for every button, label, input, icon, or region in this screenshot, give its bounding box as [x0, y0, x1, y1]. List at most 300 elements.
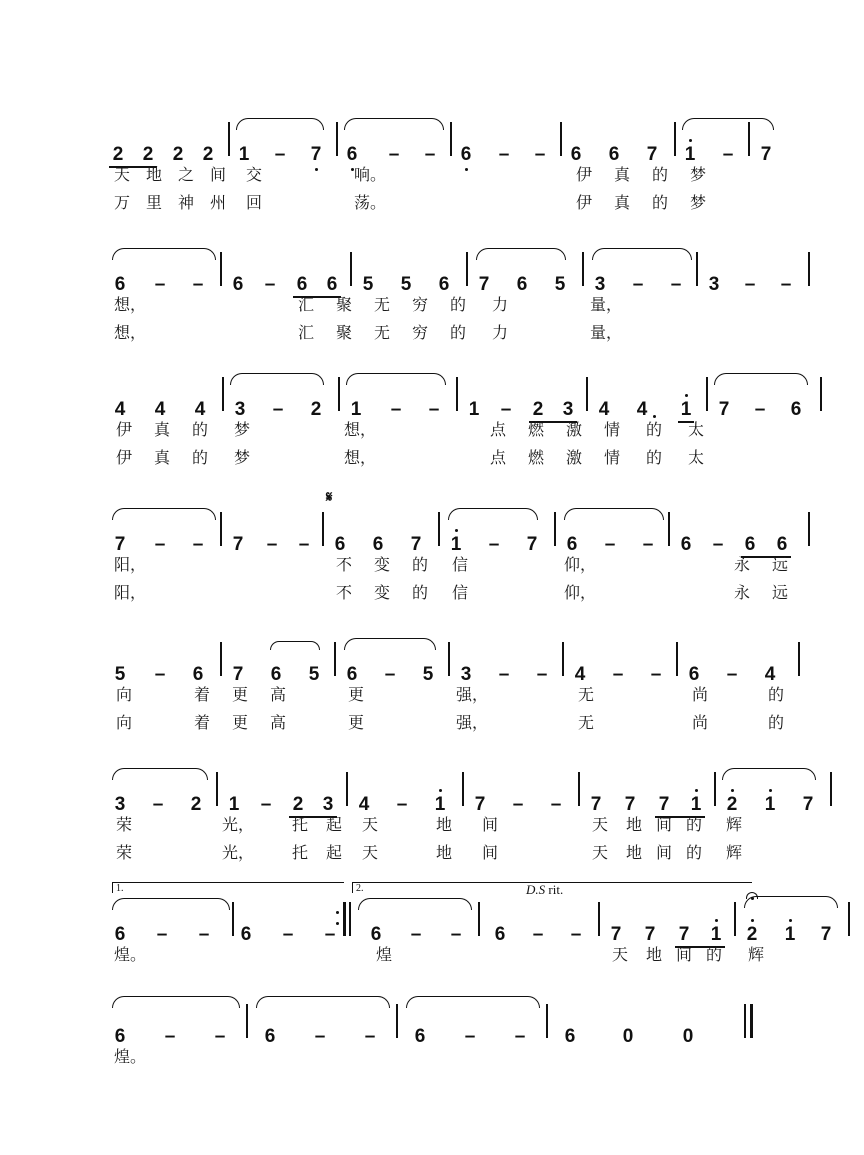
lyric-syllable: 起 [325, 815, 343, 834]
volta-label-2: 2. [356, 883, 364, 894]
slur [112, 898, 230, 910]
note-4: 4 [598, 399, 610, 420]
note-7: 7 [760, 144, 772, 165]
note-2: 2 [190, 794, 202, 815]
lyric-syllable: 情 [603, 448, 621, 467]
note-dash: – [604, 534, 616, 555]
note-6: 6 [776, 534, 788, 555]
note-dash: – [192, 274, 204, 295]
note-dash: – [754, 399, 766, 420]
note-3: 3 [562, 399, 574, 420]
lyric-syllable: 想， [113, 295, 147, 314]
slur [230, 373, 324, 385]
note-dash: – [612, 664, 624, 685]
note-dash: – [512, 794, 524, 815]
octave-dot-high [695, 789, 698, 792]
lyric-syllable: 荡。 [353, 193, 387, 212]
lyric-syllable: 不 [335, 555, 353, 574]
note-7: 7 [678, 924, 690, 945]
lyric-syllable: 梦 [689, 165, 707, 184]
note-dash: – [642, 534, 654, 555]
barline [216, 772, 218, 806]
lyric-row-6-verse-1 [108, 814, 756, 842]
note-1: 1 [228, 794, 240, 815]
lyric-syllable: 辉 [747, 945, 765, 964]
note-7: 7 [526, 534, 538, 555]
note-6: 6 [296, 274, 308, 295]
lyric-syllable: 伊 [115, 420, 133, 439]
lyric-syllable: 天 [361, 843, 379, 862]
octave-dot-high [751, 919, 754, 922]
barline [578, 772, 580, 806]
lyric-syllable: 里 [145, 193, 163, 212]
slur [448, 508, 538, 520]
lyric-syllable: 更 [231, 685, 249, 704]
lyric-syllable: 梦 [233, 448, 251, 467]
lyric-syllable: 煌 [375, 945, 393, 964]
note-2: 2 [310, 399, 322, 420]
note-6: 6 [564, 1026, 576, 1047]
barline [338, 377, 340, 411]
note-dash: – [154, 664, 166, 685]
note-2: 2 [202, 144, 214, 165]
note-7: 7 [474, 794, 486, 815]
music-system-4 [108, 488, 789, 610]
lyric-syllable: 远 [771, 555, 789, 574]
lyric-syllable: 辉 [725, 815, 743, 834]
lyric-syllable: 无 [373, 295, 391, 314]
lyric-syllable: 想， [343, 420, 377, 439]
slur [564, 508, 664, 520]
lyric-syllable: 托 [291, 843, 309, 862]
note-5: 5 [422, 664, 434, 685]
music-system-6 [108, 768, 814, 870]
note-dash: – [298, 534, 310, 555]
lyric-syllable: 力 [491, 295, 509, 314]
repeat-thin-line [349, 902, 351, 936]
lyric-syllable: 太 [687, 448, 705, 467]
note-4: 4 [764, 664, 776, 685]
barline [598, 902, 600, 936]
note-5: 5 [362, 274, 374, 295]
lyric-syllable: 着 [193, 713, 211, 732]
lyric-syllable: 伊 [115, 448, 133, 467]
segno-sign: 𝄋 [326, 488, 333, 506]
note-6: 6 [264, 1026, 276, 1047]
note-row-1 [108, 118, 772, 165]
note-dash: – [536, 664, 548, 685]
slur [344, 118, 444, 130]
note-7: 7 [658, 794, 670, 815]
lyric-syllable: 无 [577, 685, 595, 704]
lyric-syllable: 更 [231, 713, 249, 732]
note-dash: – [744, 274, 756, 295]
note-dash: – [192, 534, 204, 555]
note-dash: – [396, 794, 408, 815]
note-dash: – [154, 534, 166, 555]
lyric-syllable: 天 [611, 945, 629, 964]
lyric-syllable: 燃 [527, 420, 545, 439]
lyric-syllable: 间 [481, 815, 499, 834]
lyric-syllable: 阳， [113, 583, 147, 602]
note-7: 7 [718, 399, 730, 420]
note-6: 6 [680, 534, 692, 555]
note-row-7 [108, 882, 832, 945]
note-dash: – [464, 1026, 476, 1047]
lyric-syllable: 高 [269, 713, 287, 732]
lyric-row-2-verse-2 [108, 322, 756, 350]
barline [456, 377, 458, 411]
lyric-syllable: 光， [221, 843, 255, 862]
note-6: 6 [344, 145, 360, 164]
note-dash: – [274, 144, 286, 165]
note-1: 1 [238, 144, 250, 165]
slur [744, 896, 838, 908]
lyric-syllable: 想， [113, 323, 147, 342]
lyric-syllable: 太 [687, 420, 705, 439]
note-6: 6 [114, 274, 126, 295]
slur [406, 996, 540, 1008]
note-7: 7 [478, 274, 490, 295]
barline [808, 252, 810, 286]
lyric-syllable: 地 [625, 815, 643, 834]
barline [586, 377, 588, 411]
note-1: 1 [350, 399, 362, 420]
lyric-syllable: 尚 [691, 685, 709, 704]
note-dash: – [388, 144, 400, 165]
note-2: 2 [292, 794, 304, 815]
lyric-syllable: 尚 [691, 713, 709, 732]
note-dash: – [198, 924, 210, 945]
lyric-syllable: 真 [153, 448, 171, 467]
barline [696, 252, 698, 286]
lyric-syllable: 永 [733, 583, 751, 602]
barline [808, 512, 810, 546]
note-6: 6 [458, 145, 474, 164]
lyric-syllable: 辉 [725, 843, 743, 862]
lyric-syllable: 真 [613, 165, 631, 184]
slur [112, 508, 216, 520]
lyric-syllable: 光， [221, 815, 255, 834]
lyric-syllable: 激 [565, 448, 583, 467]
barline [466, 252, 468, 286]
note-dash: – [364, 1026, 376, 1047]
note-dash: – [498, 144, 510, 165]
note-dash: – [726, 664, 738, 685]
barline [228, 122, 230, 156]
note-dash: – [156, 924, 168, 945]
note-dash: – [282, 924, 294, 945]
final-barline-thick [750, 1004, 753, 1038]
lyric-syllable: 地 [625, 843, 643, 862]
note-6: 6 [346, 664, 358, 685]
lyric-syllable: 伊 [575, 165, 593, 184]
lyric-syllable: 想， [343, 448, 377, 467]
lyric-syllable: 地 [645, 945, 663, 964]
lyric-row-5-verse-1 [108, 684, 785, 712]
note-3: 3 [322, 794, 334, 815]
note-7: 7 [644, 924, 656, 945]
note-6: 6 [516, 274, 528, 295]
lyric-syllable: 天 [591, 843, 609, 862]
note-1: 1 [682, 145, 698, 164]
lyric-row-3-verse-1 [108, 419, 756, 447]
lyric-syllable: 的 [705, 945, 723, 964]
note-dash: – [780, 274, 792, 295]
note-dash: – [260, 794, 272, 815]
lyric-syllable: 交 [245, 165, 263, 184]
barline [334, 642, 336, 676]
lyric-syllable: 的 [449, 323, 467, 342]
lyric-syllable: 的 [645, 448, 663, 467]
barline [220, 642, 222, 676]
note-dash: – [272, 399, 284, 420]
lyric-syllable: 真 [613, 193, 631, 212]
octave-dot-high [789, 919, 792, 922]
lyric-syllable: 无 [373, 323, 391, 342]
octave-dot-high [685, 394, 688, 397]
ds-label: D.S [526, 882, 546, 897]
lyric-row-4-verse-1 [108, 554, 789, 582]
repeat-dot-upper [336, 911, 339, 914]
note-4: 4 [574, 664, 586, 685]
lyric-syllable: 间 [209, 165, 227, 184]
note-2: 2 [112, 144, 124, 165]
lyric-syllable: 聚 [335, 295, 353, 314]
note-dash: – [670, 274, 682, 295]
lyric-syllable: 阳， [113, 555, 147, 574]
lyric-syllable: 汇 [297, 323, 315, 342]
lyric-syllable: 地 [435, 815, 453, 834]
lyric-syllable: 响。 [353, 165, 387, 184]
lyric-row-7-verse-1 [108, 944, 765, 972]
note-row-6 [108, 768, 814, 815]
note-7: 7 [232, 664, 244, 685]
note-3: 3 [460, 664, 472, 685]
lyric-syllable: 真 [153, 420, 171, 439]
octave-dot-high [731, 789, 734, 792]
lyric-syllable: 间 [481, 843, 499, 862]
slur [112, 996, 240, 1008]
lyric-syllable: 向 [115, 713, 133, 732]
lyric-syllable: 变 [373, 583, 391, 602]
lyric-syllable: 点 [489, 448, 507, 467]
note-dash: – [498, 664, 510, 685]
note-1: 1 [432, 795, 448, 814]
note-3: 3 [594, 274, 606, 295]
note-4: 4 [194, 399, 206, 420]
lyric-row-6-verse-2 [108, 842, 756, 870]
lyric-syllable: 梦 [689, 193, 707, 212]
note-2: 2 [172, 144, 184, 165]
barline [582, 252, 584, 286]
barline [676, 642, 678, 676]
note-dash: – [424, 144, 436, 165]
lyric-syllable: 点 [489, 420, 507, 439]
note-7: 7 [624, 794, 636, 815]
volta-bracket-1 [112, 882, 344, 893]
note-dash: – [712, 534, 724, 555]
note-dash: – [314, 1026, 326, 1047]
lyric-row-4-verse-2 [108, 582, 789, 610]
lyric-syllable: 煌。 [113, 1047, 147, 1066]
lyric-syllable: 仰， [563, 583, 597, 602]
lyric-syllable: 的 [411, 555, 429, 574]
slur [112, 248, 216, 260]
barline [462, 772, 464, 806]
barline [396, 1004, 398, 1038]
repeat-thick-line [343, 902, 346, 936]
note-6: 6 [114, 924, 126, 945]
note-3: 3 [234, 399, 246, 420]
note-6: 6 [744, 534, 756, 555]
lyric-syllable: 之 [177, 165, 195, 184]
lyric-syllable: 的 [767, 713, 785, 732]
note-rest: 0 [622, 1026, 634, 1047]
lyric-syllable: 远 [771, 583, 789, 602]
lyric-syllable: 的 [685, 843, 703, 862]
note-dash: – [534, 144, 546, 165]
slur [112, 768, 208, 780]
note-row-4 [108, 488, 788, 555]
final-barline-thin [744, 1004, 746, 1038]
lyric-syllable: 量， [589, 323, 623, 342]
note-rest: 0 [682, 1026, 694, 1047]
note-6: 6 [414, 1026, 426, 1047]
music-system-2 [108, 248, 792, 350]
note-dash: – [488, 534, 500, 555]
lyric-syllable: 地 [145, 165, 163, 184]
lyric-syllable: 高 [269, 685, 287, 704]
rit-label: rit. [548, 882, 564, 897]
lyric-syllable: 的 [645, 420, 663, 439]
lyric-syllable: 的 [767, 685, 785, 704]
barline [734, 902, 736, 936]
lyric-syllable: 不 [335, 583, 353, 602]
barline [246, 1004, 248, 1038]
music-system-1 [108, 118, 772, 220]
note-row-3 [108, 373, 802, 420]
lyric-row-3-verse-2 [108, 447, 756, 475]
barline [232, 902, 234, 936]
barline [562, 642, 564, 676]
slur [592, 248, 692, 260]
note-row-2 [108, 248, 792, 295]
note-1: 1 [762, 795, 778, 814]
barline [706, 377, 708, 411]
octave-dot-high [455, 529, 458, 532]
note-6: 6 [570, 144, 582, 165]
note-6: 6 [192, 664, 204, 685]
octave-dot-high [439, 789, 442, 792]
barline [448, 642, 450, 676]
lyric-syllable: 的 [411, 583, 429, 602]
lyric-syllable: 的 [685, 815, 703, 834]
note-dash: – [570, 924, 582, 945]
lyric-syllable: 力 [491, 323, 509, 342]
lyric-syllable: 荣 [115, 843, 133, 862]
barline [336, 122, 338, 156]
lyric-syllable: 州 [209, 193, 227, 212]
note-7: 7 [610, 924, 622, 945]
note-row-5 [108, 638, 776, 685]
music-system-3 [108, 373, 802, 475]
lyric-syllable: 梦 [233, 420, 251, 439]
slur [682, 118, 774, 130]
note-1: 1 [688, 795, 704, 814]
note-6: 6 [790, 399, 802, 420]
barline [450, 122, 452, 156]
lyric-syllable: 着 [193, 685, 211, 704]
barline [350, 252, 352, 286]
barline [220, 512, 222, 546]
lyric-syllable: 强， [455, 685, 489, 704]
note-5: 5 [114, 664, 126, 685]
note-6: 6 [438, 274, 450, 295]
lyric-syllable: 回 [245, 193, 263, 212]
lyric-syllable: 间 [675, 945, 693, 964]
note-dash: – [632, 274, 644, 295]
lyric-syllable: 地 [435, 843, 453, 862]
lyric-syllable: 向 [115, 685, 133, 704]
lyric-syllable: 信 [451, 555, 469, 574]
lyric-row-8-verse-2 [108, 1074, 756, 1102]
note-3: 3 [708, 274, 720, 295]
note-6: 6 [372, 534, 384, 555]
note-dash: – [450, 924, 462, 945]
lyric-syllable: 的 [191, 420, 209, 439]
slur [344, 638, 436, 650]
note-dash: – [550, 794, 562, 815]
slur [270, 641, 320, 650]
note-6: 6 [240, 924, 252, 945]
lyric-syllable: 万 [113, 193, 131, 212]
lyric-syllable: 永 [733, 555, 751, 574]
lyric-syllable: 的 [449, 295, 467, 314]
note-1: 1 [708, 925, 724, 944]
slur [476, 248, 566, 260]
barline [222, 377, 224, 411]
lyric-syllable: 聚 [335, 323, 353, 342]
note-6: 6 [334, 534, 346, 555]
lyric-row-5-verse-2 [108, 712, 785, 740]
barline [668, 512, 670, 546]
note-1: 1 [678, 400, 694, 419]
lyric-syllable: 信 [451, 583, 469, 602]
music-system-7 [108, 882, 832, 1000]
lyric-syllable: 穷 [411, 295, 429, 314]
lyric-syllable: 穷 [411, 323, 429, 342]
note-row-8 [108, 1000, 756, 1046]
slur [358, 898, 472, 910]
note-dash: – [410, 924, 422, 945]
note-4: 4 [358, 794, 370, 815]
lyric-syllable: 更 [347, 713, 365, 732]
note-3: 3 [114, 794, 126, 815]
barline [346, 772, 348, 806]
note-2: 2 [744, 925, 760, 944]
lyric-row-1-verse-2 [108, 192, 756, 220]
note-6: 6 [114, 1026, 126, 1047]
note-7: 7 [410, 534, 422, 555]
barline [438, 512, 440, 546]
note-4: 4 [114, 399, 126, 420]
fermata-icon [746, 892, 758, 899]
note-dash: – [214, 1026, 226, 1047]
barline [322, 512, 324, 546]
lyric-syllable: 情 [603, 420, 621, 439]
slur [236, 118, 324, 130]
